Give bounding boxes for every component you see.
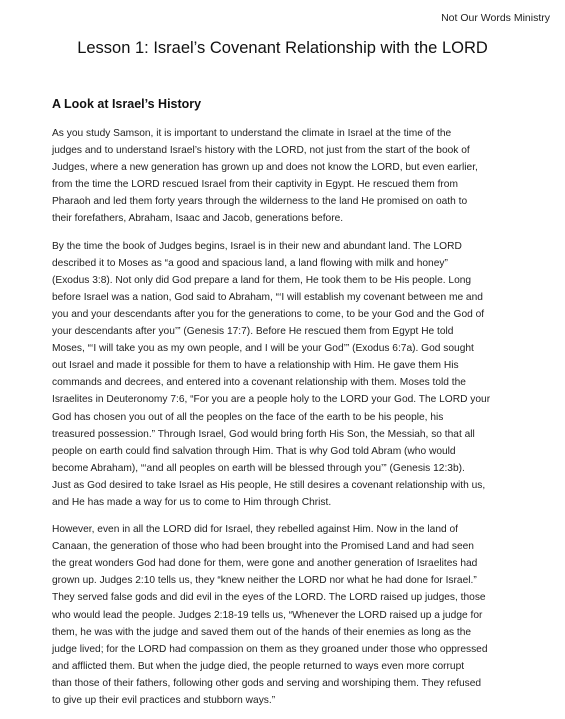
- text-line: commands and decrees, and entered into a covenant relationship with them. Moses told the: [52, 377, 466, 389]
- text-line: (Exodus 3:8). Not only did God prepare a land for them, He took them to be His people. Long: [52, 274, 472, 286]
- text-line: Pharaoh and led them forty years through the wilderness to the land He promised on oath to: [52, 196, 468, 208]
- text-line: Israelites in Deuteronomy 7:6, “For you are a people holy to the LORD your God. The LORD your: [52, 394, 491, 406]
- text-line: out Israel and made it possible for them to have a relationship with Him. He gave them His: [52, 360, 459, 372]
- text-line: before Israel was a nation, God said to Abraham, “‘I will establish my covenant between me and: [52, 291, 483, 303]
- text-line: Moses, “‘I will take you as my own people, and I will be your God’” (Exodus 6:7a). God sought: [52, 343, 474, 355]
- text-line: who would lead the people. Judges 2:18-19 tells us, “Whenever the LORD raised up a judge for: [52, 609, 483, 621]
- text-line: Just as God desired to take Israel as His people, He still desires a covenant relationship with us,: [52, 479, 486, 491]
- ministry-header: Not Our Words Ministry: [441, 12, 550, 24]
- text-line: from the time the LORD rescued Israel from their captivity in Egypt. He rescued them from: [52, 179, 458, 191]
- document-body: [52, 125, 520, 719]
- text-line: than those of their fathers, following other gods and serving and worshiping them. They refused: [52, 677, 482, 689]
- section-heading: A Look at Israel’s History: [52, 97, 202, 111]
- text-line: and He has made a way for us to come to Him through Christ.: [52, 496, 332, 508]
- lesson-title: Lesson 1: Israel’s Covenant Relationship with the LORD: [77, 39, 488, 57]
- text-line: you and your descendants after you for the generations to come, to be your God and the God of: [52, 308, 485, 320]
- text-line: the great wonders God had done for them, were gone and another generation of Israelites had: [52, 558, 478, 570]
- paragraph: [52, 238, 520, 512]
- text-line: become Abraham), “‘and all peoples on earth will be blessed through you’” (Genesis 12:3b).: [52, 462, 465, 474]
- text-line: By the time the book of Judges begins, Israel is in their new and abundant land. The LORD: [52, 240, 462, 252]
- text-line: treasured possession.” Through Israel, God would bring forth His Son, the Messiah, so that all: [52, 428, 475, 440]
- text-line: They served false gods and did evil in the eyes of the LORD. The LORD raised up judges, those: [52, 592, 486, 604]
- text-line: and afflicted them. But when the judge died, the people returned to ways even more corrupt: [52, 660, 465, 672]
- text-line: grown up. Judges 2:10 tells us, they “knew neither the LORD nor what he had done for Israel.”: [52, 575, 477, 587]
- text-line: Judges, where a new generation has grown up and does not know the LORD, but even earlier,: [52, 162, 478, 174]
- text-line: described it to Moses as “a good and spacious land, a land flowing with milk and honey”: [52, 257, 448, 269]
- text-line: God has chosen you out of all the peoples on the face of the earth to be his people, his: [52, 411, 444, 423]
- paragraph: [52, 521, 520, 709]
- text-line: people on earth could find salvation through Him. That is why God told Abram (who would: [52, 445, 456, 457]
- text-line: As you study Samson, it is important to understand the climate in Israel at the time of the: [52, 128, 452, 139]
- paragraph: [52, 125, 520, 228]
- text-line: However, even in all the LORD did for Israel, they rebelled against Him. Now in the land of: [52, 524, 459, 536]
- text-line: their forefathers, Abraham, Isaac and Jacob, generations before.: [52, 213, 344, 225]
- text-line: them, he was with the judge and saved them out of the hands of their enemies as long as the: [52, 626, 472, 638]
- text-line: Canaan, the generation of those who had been brought into the Promised Land and had seen: [52, 541, 474, 553]
- text-line: your descendants after you’” (Genesis 17:7). Before He rescued them from Egypt He told: [52, 326, 454, 338]
- text-line: judges and to understand Israel’s history with the LORD, not just from the start of the book of: [52, 145, 470, 157]
- text-line: judge lived; for the LORD had compassion on them as they groaned under those who oppressed: [52, 643, 488, 655]
- text-line: to give up their evil practices and stubborn ways.”: [52, 695, 276, 706]
